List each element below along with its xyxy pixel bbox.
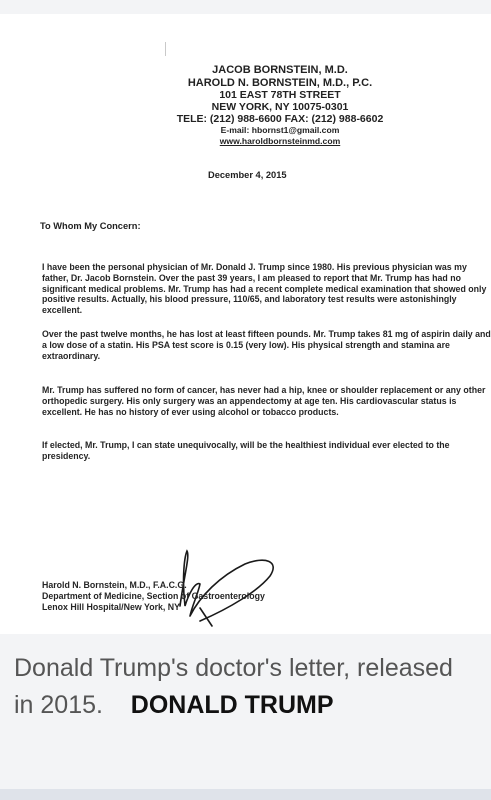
letter-paragraph-4: If elected, Mr. Trump, I can state unequivocally, will be the healthiest individual ever elected to the presidency. [42,440,450,461]
signatory-block [42,580,362,612]
bottom-divider [0,789,491,800]
letter-paragraph-3: Mr. Trump has suffered no form of cancer, has never had a hip, knee or shoulder replacement or any other orthopedic surgery. His only surgery was an appendectomy at age ten. His cardiovascular status is excellent. He has no history of ever using alcohol or tobacco products. [42,385,486,417]
letterhead-name-2: HAROLD N. BORNSTEIN, M.D., P.C. [187,76,373,89]
letter-date: December 4, 2015 [208,170,287,180]
caption-text: Donald Trump's doctor's letter, released in 2015. [14,654,453,719]
letterhead-address-2: NEW YORK, NY 10075-0301 [211,101,349,113]
letterhead-address-1: 101 EAST 78TH STREET [219,89,341,101]
letterhead-name-1: JACOB BORNSTEIN, M.D. [212,64,348,76]
image-caption [14,650,479,724]
top-gap [0,0,491,14]
letter-salutation: To Whom My Concern: [40,221,141,231]
letter-fold-line [165,42,166,56]
letter-image [0,14,491,634]
caption-tag-link[interactable]: DONALD TRUMP [130,691,334,719]
letterhead [150,64,410,146]
letterhead-email: E-mail: hbornst1@gmail.com [220,125,340,135]
letterhead-phone: TELE: (212) 988-6600 FAX: (212) 988-6602 [176,113,384,125]
letterhead-website: www.haroldbornsteinmd.com [219,135,341,146]
signatory-hospital: Lenox Hill Hospital/New York, NY [42,601,181,612]
letter-paragraph-2: Over the past twelve months, he has lost at least fifteen pounds. Mr. Trump takes 81 mg of aspirin daily and a low dose of a statin. His PSA test score is 0.15 (very low). His physical strength and stamina are extraordinary. [42,329,491,361]
signatory-department: Department of Medicine, Section of Gastroenterology [42,590,265,601]
signatory-name: Harold N. Bornstein, M.D., F.A.C.G. [42,580,187,590]
letter-paragraph-1: I have been the personal physician of Mr. Donald J. Trump since 1980. His previous physician was my father, Dr. Jacob Bornstein. Over the past 39 years, I am pleased to report that Mr. Trump has had no significant medical problems. Mr. Trump has had a recent complete medical examination that showed only positive results. Actually, his blood pressure, 110/65, and laboratory test results were astonishingly excellent. [42,262,487,316]
